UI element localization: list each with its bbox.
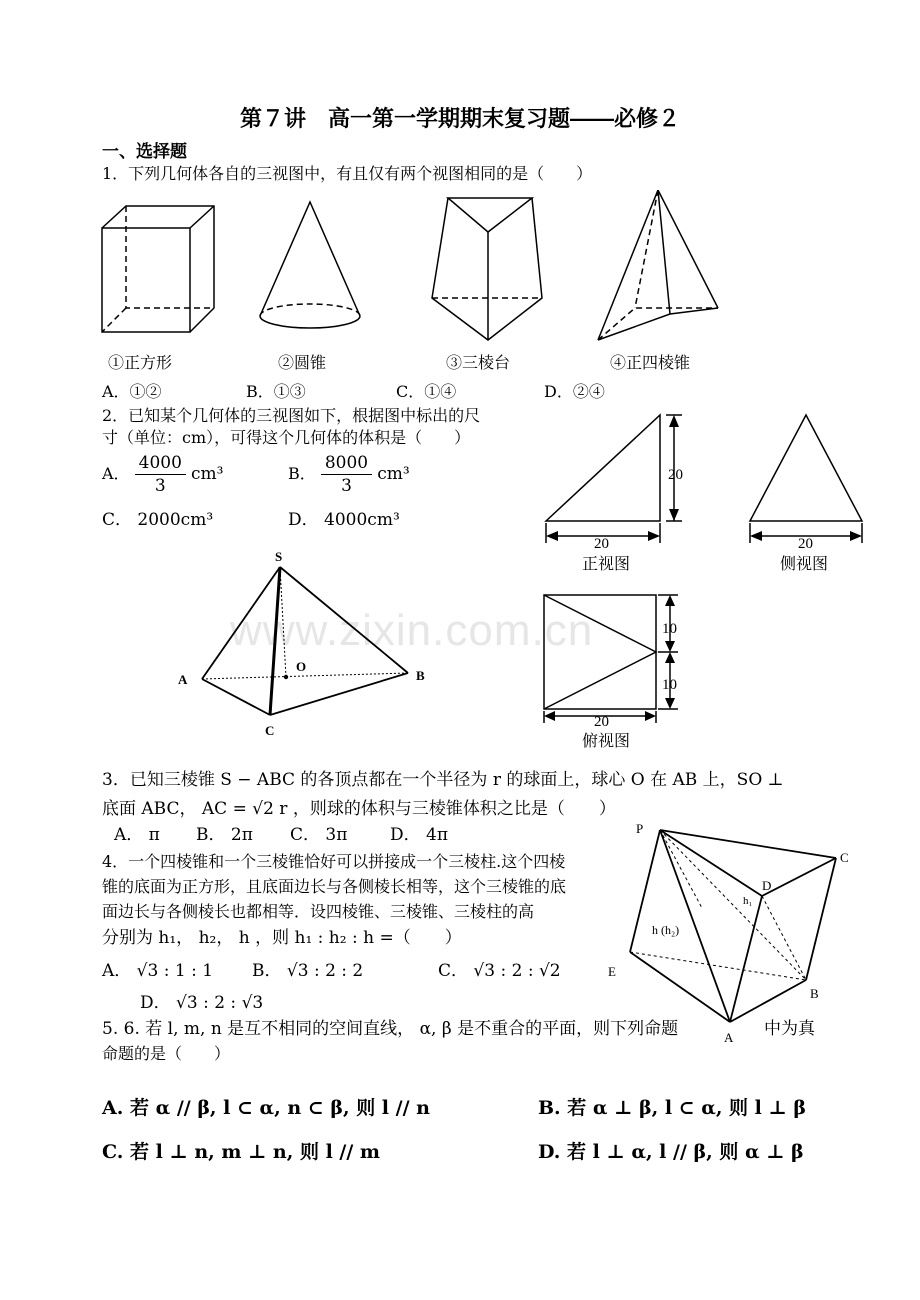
dim-side-width: 20 — [798, 536, 813, 552]
label-h: h (h₂) — [652, 923, 680, 937]
cube-figure — [102, 206, 214, 332]
q5-option-d: D. 若 l ⊥ α, l // β, 则 α ⊥ β — [538, 1141, 804, 1163]
square-pyramid-figure — [598, 190, 718, 340]
q2-option-a: A． $\frac{4000}{3}$ cm³ — [102, 453, 224, 496]
watermark: www.zixin.com.cn — [230, 606, 594, 655]
side-view — [750, 415, 862, 521]
q5-line-1: 5. 6. 若 l, m, n 是互不相同的空间直线， α, β 是不重合的平面，则下列命题 — [102, 1019, 679, 1039]
q4-line-3: 面边长与各侧棱长也都相等．设四棱锥、三棱锥、三棱柱的高 — [102, 902, 535, 921]
q4-option-c: C． √3 : 2 : √2 — [438, 961, 561, 981]
tetrahedron-figure — [170, 545, 440, 745]
q1-option-b: B．①③ — [246, 382, 306, 401]
q4-option-a: A． √3 : 1 : 1 — [102, 961, 214, 981]
q3-line-1: 3．已知三棱锥 S − ABC 的各顶点都在一个半径为 r 的球面上，球心 O 在 AB 上，SO ⊥ — [102, 770, 784, 790]
q2-option-c: C． 2000cm³ — [102, 510, 214, 530]
dim-top-width: 20 — [594, 714, 609, 730]
q3-option-d: D． 4π — [390, 825, 449, 845]
center-o: O — [296, 659, 307, 674]
side-view-caption: 侧视图 — [780, 556, 829, 573]
q3-line-2: 底面 ABC， AC = √2 r ，则球的体积与三棱锥体积之比是（ ） — [102, 799, 616, 819]
q2-stem-2: 寸（单位：cm），可得这个几何体的体积是（ ） — [102, 428, 471, 447]
vertex-a: A — [178, 672, 188, 687]
vertex-p: P — [636, 821, 644, 836]
q1-stem: 1．下列几何体各自的三视图中，有且仅有两个视图相同的是（ ） — [102, 164, 593, 183]
cone-figure — [260, 202, 360, 328]
top-view — [544, 595, 656, 709]
q1-figures — [90, 190, 740, 350]
q3-option-c: C． 3π — [290, 825, 348, 845]
dim-front-width: 20 — [594, 536, 609, 552]
vertex-a: A — [724, 1030, 734, 1045]
q2-option-d: D． 4000cm³ — [288, 510, 400, 530]
q1-option-a: A．①② — [102, 382, 162, 401]
q1-caption-2: ②圆锥 — [278, 353, 327, 372]
prism-figure — [600, 818, 860, 1048]
q4-option-b: B． √3 : 2 : 2 — [252, 961, 364, 981]
q1-option-d: D．②④ — [544, 382, 605, 401]
q1-caption-4: ④正四棱锥 — [610, 353, 691, 372]
q5-option-c: C. 若 l ⊥ n, m ⊥ n, 则 l // m — [102, 1141, 381, 1163]
dim-top-lower: 10 — [662, 677, 677, 693]
q5-line-2: 命题的是（ ） — [102, 1044, 231, 1063]
q4-line-1: 4．一个四棱锥和一个三棱锥恰好可以拼接成一个三棱柱.这个四棱 — [102, 852, 566, 871]
vertex-c: C — [840, 850, 849, 865]
q4-option-d: D． √3 : 2 : √3 — [140, 993, 264, 1013]
frustum-figure — [432, 198, 542, 340]
dim-height: 20 — [668, 467, 683, 483]
q5-line-1b: 中为真 — [764, 1019, 815, 1039]
q2-option-b: B． $\frac{8000}{3}$ cm³ — [288, 453, 410, 496]
page-title: 第７讲 高一第一学期期末复习题——必修２ — [239, 106, 680, 131]
q4-line-2: 锥的底面为正方形，且底面边长与各侧棱长相等，这个三棱锥的底 — [102, 877, 567, 896]
vertex-e: E — [608, 964, 616, 979]
vertex-b: B — [810, 986, 819, 1001]
q4-line-4: 分别为 h₁， h₂， h ，则 h₁ : h₂ : h =（ ） — [102, 928, 462, 948]
q5-option-b: B. 若 α ⊥ β, l ⊂ α, 则 l ⊥ β — [538, 1097, 806, 1119]
top-view-caption: 俯视图 — [582, 733, 631, 750]
front-view — [546, 415, 660, 521]
vertex-b: B — [416, 668, 425, 683]
fraction: $\frac{8000}{3}$ — [321, 452, 372, 497]
vertex-d: D — [762, 878, 772, 893]
q1-caption-1: ①正方形 — [108, 353, 173, 372]
dim-top-upper: 10 — [662, 621, 677, 637]
q5-option-a: A. 若 α // β, l ⊂ α, n ⊂ β, 则 l // n — [102, 1097, 430, 1119]
three-views-figure — [540, 405, 880, 755]
q2-stem-1: 2．已知某个几何体的三视图如下，根据图中标出的尺 — [102, 406, 481, 425]
vertex-s: S — [275, 549, 283, 564]
vertex-c: C — [265, 723, 275, 738]
q1-caption-3: ③三棱台 — [446, 353, 511, 372]
front-view-caption: 正视图 — [582, 556, 631, 573]
q3-option-b: B． 2π — [196, 825, 253, 845]
fraction: $\frac{4000}{3}$ — [135, 452, 186, 497]
label-h1: h₁ — [743, 895, 753, 907]
q3-option-a: A． π — [114, 825, 160, 845]
q1-option-c: C．①④ — [396, 382, 457, 401]
section-heading: 一、选择题 — [102, 142, 187, 161]
